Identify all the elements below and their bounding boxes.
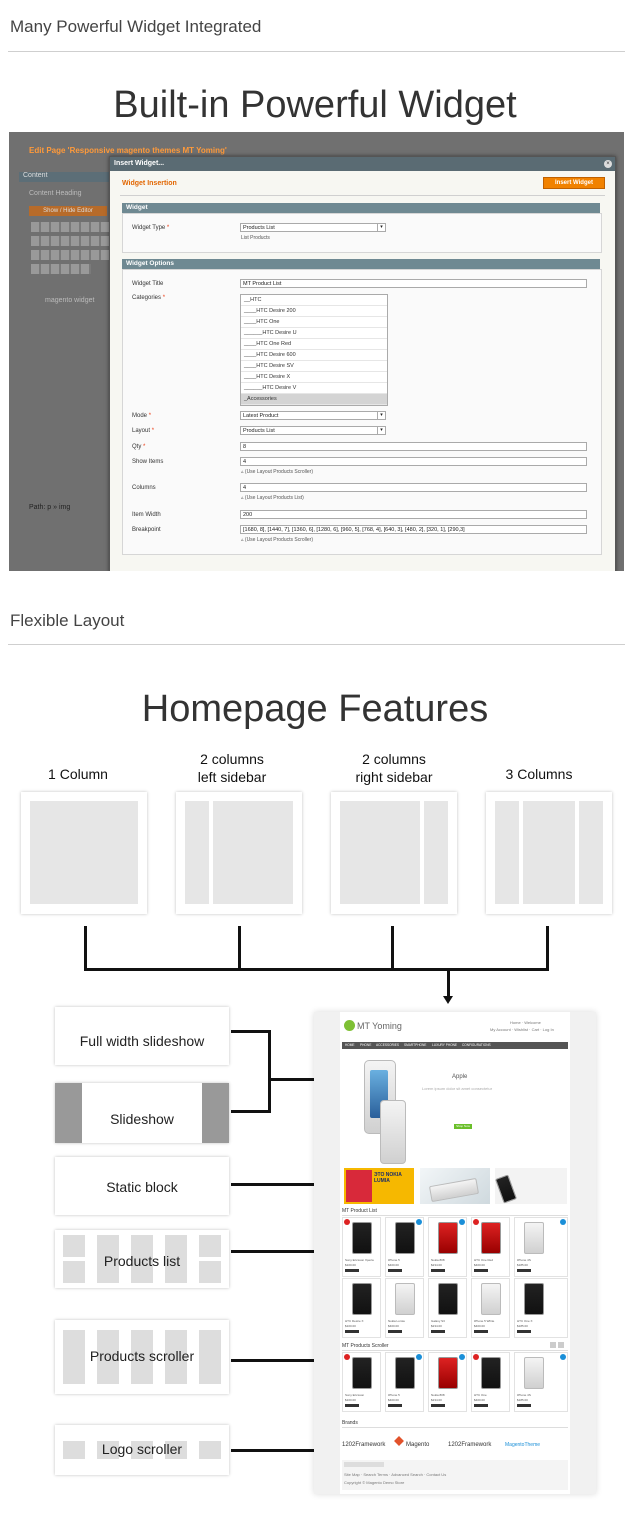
editor-toolbar-row[interactable] <box>31 222 111 232</box>
mode-select[interactable]: Latest Product ▾ <box>240 411 386 420</box>
widget-title-label: Widget Title <box>132 281 164 287</box>
category-option[interactable]: ____HTC Desire 200 <box>241 306 387 317</box>
product-card[interactable]: Sony Ericsson $100.00 <box>342 1352 381 1412</box>
insert-widget-dialog <box>109 156 616 571</box>
layout-2col-left-card[interactable] <box>176 792 302 914</box>
product-card[interactable]: Sony Ericsson Xperia $100.00 <box>342 1217 381 1277</box>
layout-1col-card[interactable] <box>21 792 147 914</box>
section-divider <box>8 644 625 645</box>
preview-footer: Site Map · Search Terms · Advanced Search · Contact Us Copyright © Magento Demo Store <box>342 1460 568 1490</box>
category-option[interactable]: ______HTC Desire U <box>241 328 387 339</box>
columns-label: Columns <box>132 485 156 491</box>
layout-2col-right-card[interactable] <box>331 792 457 914</box>
brand-logo[interactable]: MagentoTheme <box>505 1442 541 1448</box>
product-card[interactable]: HTC One X $185.00 <box>514 1278 568 1338</box>
product-card[interactable]: Nokia 808 $234.00 <box>428 1352 467 1412</box>
slide-title: Apple <box>452 1074 468 1080</box>
widget-type-label: Widget Type * <box>132 225 170 231</box>
qty-input[interactable]: 8 <box>240 442 587 451</box>
item-width-input[interactable]: 200 <box>240 510 587 519</box>
product-card[interactable]: Nokia Lumia $400.00 <box>385 1278 424 1338</box>
category-option[interactable]: ______HTC Desire V <box>241 383 387 394</box>
show-hide-editor-button[interactable]: Show / Hide Editor <box>29 206 107 216</box>
scroller-prev-icon[interactable] <box>550 1342 556 1348</box>
preview-nav <box>342 1042 568 1049</box>
brands-title: Brands <box>342 1420 358 1426</box>
widget-options-header: Widget Options <box>122 259 600 269</box>
dialog-title: Insert Widget... <box>110 157 615 171</box>
nav-item[interactable]: ACCESSORIES <box>376 1043 400 1047</box>
connector-line <box>231 1030 271 1033</box>
widget-insertion-title: Widget Insertion <box>122 180 177 187</box>
category-option[interactable]: ____HTC Desire X <box>241 372 387 383</box>
product-card[interactable]: HTC One $400.00 <box>471 1352 510 1412</box>
widget-type-note: List Products <box>241 235 270 241</box>
feature-static-block: Static block <box>55 1157 229 1215</box>
product-card[interactable]: iPhone 5 White $400.00 <box>471 1278 510 1338</box>
preview-logo: MT Yoming <box>357 1021 402 1031</box>
category-option[interactable]: __HTC <box>241 295 387 306</box>
product-card[interactable]: iPhone 4S $185.00 <box>514 1217 568 1277</box>
feature-slideshow: Slideshow <box>55 1083 229 1143</box>
nav-item[interactable]: PHONE <box>360 1043 372 1047</box>
show-items-label: Show Items <box>132 459 164 465</box>
columns-input[interactable]: 4 <box>240 483 587 492</box>
layout-2col-right-label: 2 columns right sidebar <box>355 751 433 785</box>
admin-screenshot <box>9 132 624 571</box>
widget-fieldset-header: Widget <box>122 203 600 213</box>
categories-multiselect[interactable] <box>240 294 388 406</box>
product-card[interactable]: iPhone 4S $185.00 <box>514 1352 568 1412</box>
layout-3col-card[interactable] <box>486 792 612 914</box>
homepage-preview: MT Yoming Home · Welcome My Account · Wishlist · Cart · Log In HOME PHONE ACCESSORIES SMARTPHONE LUXURY PHONE CONFIGURATIONS Apple Lorem ipsum dolor sit amet consectetur Shop Now ЭТО NOKIA LUMIA MT Product List Sony Ericsson Xperia $100.00 iPhone 5 $400.00 Nokia 808 $234.00 HTC One Red $400.00 iPhone 4S $185.00 HTC Desire X $100.00 Nokia Lumia $400.00 Galaxy S3 $234.00 iPhone 5 White $400.00 HTC One X $185.00 MT Products Scroller Sony Ericsson $100.00 iPhone 5 $400.00 Nokia 808 $234.00 HTC One $400.00 iPhone 4S $185.00 Brands 1202Framework Magento 1202Framework MagentoTheme Site Map · Search Terms · Advanced Search · Contact Us Copyright © Magento Demo Store <box>314 1012 596 1494</box>
product-card[interactable]: HTC Desire X $100.00 <box>342 1278 381 1338</box>
magento-logo-icon <box>394 1436 404 1446</box>
content-heading-label: Content Heading <box>29 190 82 197</box>
insert-widget-button[interactable]: Insert Widget <box>543 177 605 189</box>
brand-logo[interactable]: 1202Framework <box>448 1442 492 1448</box>
editor-toolbar-row[interactable] <box>31 250 111 260</box>
category-option-selected[interactable]: _Accessories <box>241 394 387 405</box>
product-card[interactable]: Galaxy S3 $234.00 <box>428 1278 467 1338</box>
feature-products-scroller: Products scroller <box>55 1320 229 1394</box>
static-banner-nokia: ЭТО NOKIA LUMIA <box>344 1168 414 1204</box>
widget-big-title: Built-in Powerful Widget <box>113 84 517 126</box>
product-card[interactable]: iPhone 5 $400.00 <box>385 1217 424 1277</box>
products-scroller-title: MT Products Scroller <box>342 1343 389 1349</box>
widget-type-select[interactable]: Products List ▾ <box>240 223 386 232</box>
category-option[interactable]: ____HTC Desire 600 <box>241 350 387 361</box>
category-option[interactable]: ____HTC One <box>241 317 387 328</box>
connector-line <box>546 926 549 970</box>
product-card[interactable]: Nokia 808 $234.00 <box>428 1217 467 1277</box>
widget-fieldset <box>122 213 602 253</box>
nav-item[interactable]: CONFIGURATIONS <box>462 1043 491 1047</box>
widget-title-input[interactable]: MT Product List <box>240 279 587 288</box>
connector-line <box>84 968 549 971</box>
breakpoint-input[interactable]: [1680, 8], [1440, 7], [1360, 6], [1280, 6], [960, 5], [768, 4], [640, 3], [480, 2], [320, 1], [290,3] <box>240 525 587 534</box>
connector-line <box>231 1110 271 1113</box>
nav-item[interactable]: SMARTPHONE <box>404 1043 427 1047</box>
scroller-next-icon[interactable] <box>558 1342 564 1348</box>
brand-logo[interactable]: 1202Framework <box>342 1442 386 1448</box>
columns-note: ▵ (Use Layout Products List) <box>241 495 304 501</box>
layout-big-title: Homepage Features <box>141 688 489 730</box>
feature-products-list: Products list <box>55 1230 229 1288</box>
nav-item[interactable]: HOME <box>345 1043 355 1047</box>
show-items-note: ▵ (Use Layout Products Scroller) <box>241 469 313 475</box>
magento-widget-placeholder: magento widget <box>45 297 95 304</box>
category-option[interactable]: ____HTC One Red <box>241 339 387 350</box>
layout-select[interactable]: Products List ▾ <box>240 426 386 435</box>
layout-label: Layout * <box>132 428 155 434</box>
connector-line <box>447 968 450 998</box>
category-option[interactable]: ____HTC Desire SV <box>241 361 387 372</box>
qty-label: Qty * <box>132 444 146 450</box>
layout-2col-left-label: 2 columns left sidebar <box>197 751 267 785</box>
layout-3col-label: 3 Columns <box>505 766 573 782</box>
widget-section-title: Many Powerful Widget Integrated <box>10 17 262 36</box>
path-label: Path: p » img <box>29 504 71 511</box>
nav-item[interactable]: LUXURY PHONE <box>432 1043 458 1047</box>
logo-icon <box>344 1020 355 1031</box>
feature-logo-scroller: Logo scroller <box>55 1425 229 1475</box>
categories-label: Categories * <box>132 295 166 301</box>
product-card[interactable]: iPhone 5 $400.00 <box>385 1352 424 1412</box>
item-width-label: Item Width <box>132 512 161 518</box>
close-icon[interactable]: × <box>604 160 612 168</box>
connector-line <box>391 926 394 970</box>
arrow-down-icon <box>443 996 453 1004</box>
layout-1col-label: 1 Column <box>48 766 108 782</box>
show-items-input[interactable]: 4 <box>240 457 587 466</box>
section-divider <box>8 51 625 52</box>
editor-toolbar-row[interactable] <box>31 236 111 246</box>
mode-label: Mode * <box>132 413 152 419</box>
editor-toolbar-row[interactable] <box>31 264 91 274</box>
product-list-title: MT Product List <box>342 1208 377 1214</box>
edit-page-title: Edit Page 'Responsive magento themes MT Yoming' <box>29 146 227 155</box>
connector-line <box>268 1030 271 1113</box>
brand-logo[interactable]: Magento <box>406 1442 430 1448</box>
product-card[interactable]: HTC One Red $400.00 <box>471 1217 510 1277</box>
static-banner-iphone <box>420 1168 490 1204</box>
static-banner-htc <box>495 1168 567 1204</box>
connector-line <box>84 926 87 970</box>
breakpoint-label: Breakpoint <box>132 527 161 533</box>
layout-section-title: Flexible Layout <box>10 611 125 630</box>
feature-full-width-slideshow: Full width slideshow <box>55 1007 229 1065</box>
preview-slideshow: Apple Lorem ipsum dolor sit amet consectetur Shop Now <box>342 1052 568 1166</box>
slide-button[interactable]: Shop Now <box>454 1124 472 1129</box>
content-tab[interactable]: Content <box>19 172 119 182</box>
connector-line <box>238 926 241 970</box>
breakpoint-note: ▵ (Use Layout Products Scroller) <box>241 537 313 543</box>
